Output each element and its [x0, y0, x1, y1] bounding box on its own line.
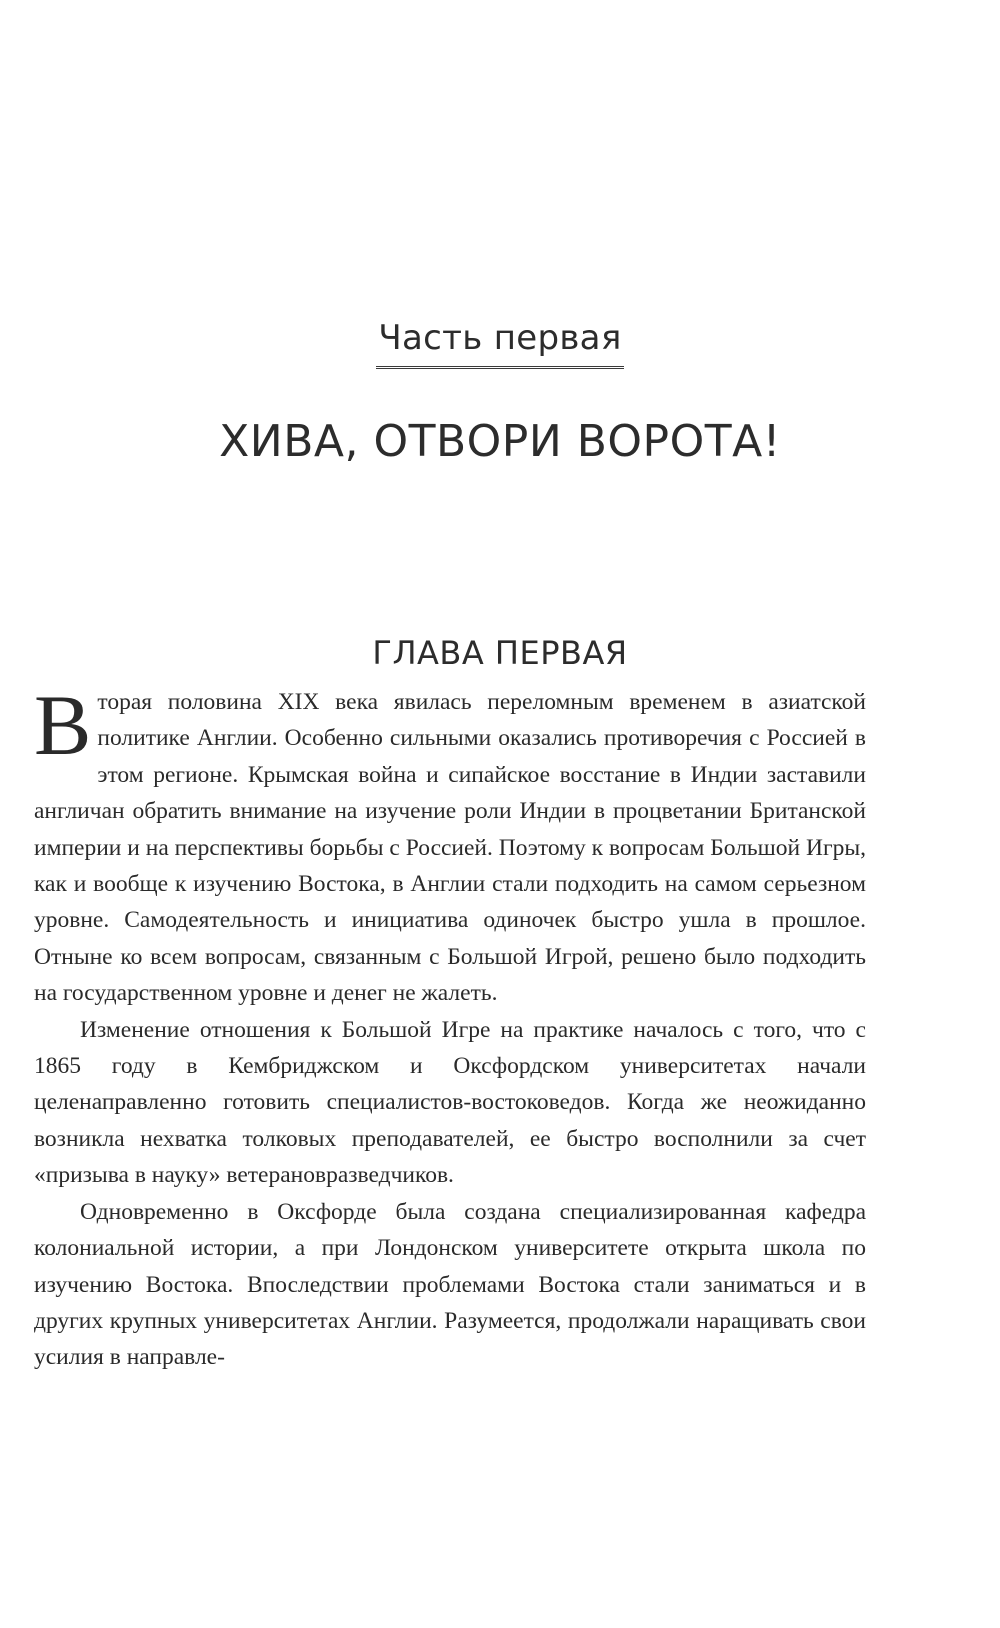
paragraph-1 [34, 677, 866, 1012]
drop-cap: В [34, 677, 92, 773]
paragraph-3: Одновременно в Оксфорде была создана специализированная кафедра колониальной истории, а при Лондонском университете открыта школа по изучению Востока. Впоследствии проблемами Востока стали заниматься и в других крупных университетах Англии. Разумеется, продолжали наращивать свои усилия в направле- [34, 1198, 866, 1371]
chapter-title: ГЛАВА ПЕРВАЯ [372, 634, 628, 672]
book-title: ХИВА, ОТВОРИ ВОРОТА! [219, 416, 781, 467]
part-title-text: Часть первая [376, 316, 623, 369]
chapter-body [34, 677, 866, 1376]
part-title [0, 316, 1000, 369]
paragraph-2: Изменение отношения к Большой Игре на практике началось с того, что с 1865 году в Кембриджском и Оксфордском университетах начали целенаправленно готовить специалистов-востоковедов. Когда же неожиданно возникла нехватка толковых преподавателей, ее быстро восполнили за счет «призыва в науку» ветерановразведчиков. [34, 1016, 866, 1189]
paragraph-1-text: торая половина XIX века явилась переломным временем в азиатской политике Англии. Особенно сильными оказались противоречия с Россией в этом регионе. Крымская война и сипайское восстание в Индии заставили англичан обратить внимание на изучение роли Индии в процветании Британской империи и на перспективы борьбы с Россией. Поэтому к вопросам Большой Игры, как и вообще к изучению Востока, в Англии стали подходить на самом серьезном уровне. Самодеятельность и инициатива одиночек быстро ушла в прошлое. Отныне ко всем вопросам, связанным с Большой Игрой, решено было подходить на государственном уровне и денег не жалеть. [34, 689, 866, 1007]
